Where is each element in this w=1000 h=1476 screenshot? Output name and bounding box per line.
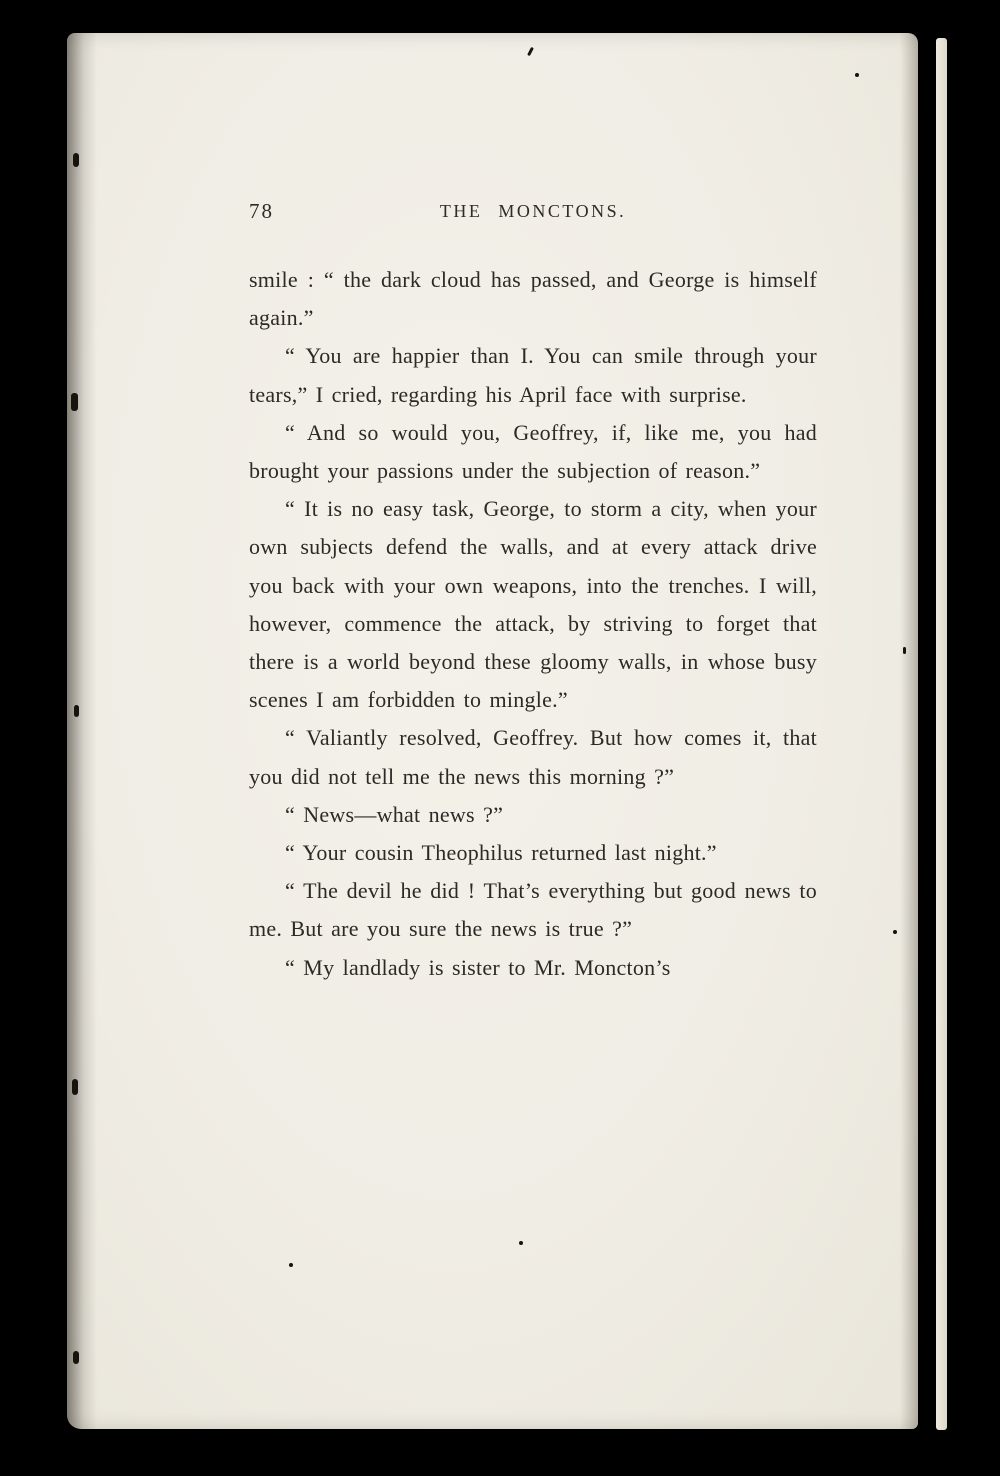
paragraph: “ And so would you, Geoffrey, if, like me, you had brought your passions under the subjection of reason.”: [249, 419, 817, 484]
scan-speck: [903, 647, 906, 654]
binding-shadow: [67, 33, 97, 1429]
book-page: [67, 33, 918, 1429]
paragraph: smile : “ the dark cloud has passed, and George is himself again.”: [249, 267, 817, 331]
page-content: [249, 197, 817, 987]
page-edge-shadow: [900, 33, 918, 1429]
scan-speck: [74, 705, 79, 717]
scan-speck: [71, 393, 78, 411]
page-header: [249, 197, 817, 227]
paragraph: “ It is no easy task, George, to storm a city, when your own subjects defend the walls, and at every attack drive you back with your own weapons, into the trenches. I will, however, commence the attack, by striving to forget that there is a world beyond these gloomy walls, in whose busy scenes I am forbidden to mingle.”: [249, 496, 817, 713]
scan-speck: [73, 153, 79, 167]
running-title: THE MONCTONS.: [439, 201, 627, 221]
page-number: 78: [249, 199, 274, 223]
paragraph: “ You are happier than I. You can smile through your tears,” I cried, regarding his April face with surprise.: [249, 343, 817, 407]
scan-speck: [527, 47, 534, 56]
paragraph: “ The devil he did ! That’s everything but good news to me. But are you sure the news is true ?”: [249, 878, 817, 942]
scan-speck: [855, 73, 859, 77]
paragraph: “ News—what news ?”: [285, 801, 504, 827]
paragraph: “ Your cousin Theophilus returned last night.”: [285, 840, 717, 866]
paragraph: “ Valiantly resolved, Geoffrey. But how comes it, that you did not tell me the news this morning ?”: [249, 725, 817, 789]
paragraph: “ My landlady is sister to Mr. Moncton’s: [285, 954, 671, 980]
scan-speck: [72, 1079, 78, 1095]
scan-speck: [289, 1263, 293, 1267]
scan-speck: [73, 1351, 79, 1364]
scan-speck: [893, 930, 897, 934]
scan-speck: [519, 1241, 523, 1245]
adjacent-page-edge: [936, 38, 947, 1430]
